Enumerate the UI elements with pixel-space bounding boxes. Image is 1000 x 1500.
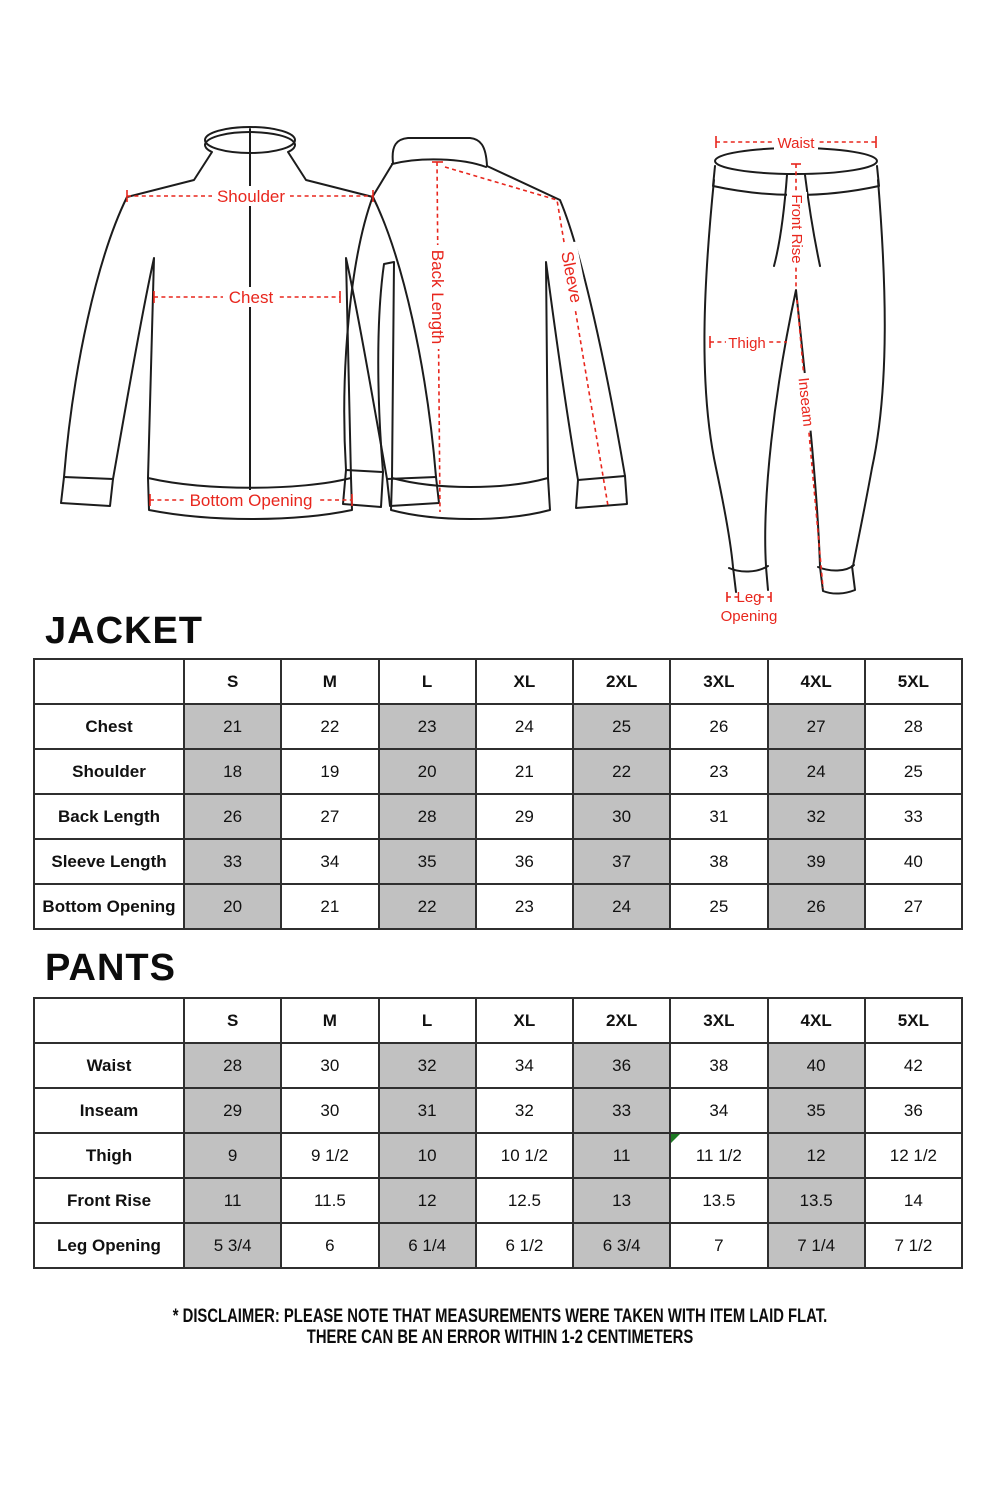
measurement-cell: 32 [476, 1088, 573, 1133]
shoulder-measure [127, 186, 373, 206]
disclaimer-line1: * DISCLAIMER: PLEASE NOTE THAT MEASUREMENTS WERE TAKEN WITH ITEM LAID FLAT. [172, 1306, 828, 1327]
measurement-cell: 27 [768, 704, 865, 749]
front-rise-measure [787, 164, 807, 290]
measurement-cell: 23 [670, 749, 767, 794]
bottom-opening-label: Bottom Opening [189, 491, 313, 510]
measurement-cell: 28 [184, 1043, 281, 1088]
disclaimer [110, 1306, 890, 1348]
measurement-cell: 11 [573, 1133, 670, 1178]
inseam-measure [793, 300, 823, 588]
jacket-size-table [33, 658, 963, 930]
measurement-row [34, 1088, 962, 1133]
size-column-header: XL [476, 998, 573, 1043]
size-column-header: 4XL [768, 998, 865, 1043]
size-column-header: 2XL [573, 659, 670, 704]
size-column-header: 3XL [670, 998, 767, 1043]
measurement-cell: 23 [476, 884, 573, 929]
inseam-label: Inseam [794, 376, 817, 428]
measurement-cell: 19 [281, 749, 378, 794]
measurement-cell: 10 1/2 [476, 1133, 573, 1178]
measurement-cell: 13.5 [768, 1178, 865, 1223]
measurement-cell: 40 [865, 839, 962, 884]
measurement-cell: 7 [670, 1223, 767, 1268]
measurement-cell: 9 [184, 1133, 281, 1178]
jacket-back-hem-seam [392, 478, 548, 487]
measurement-row [34, 1043, 962, 1088]
measurement-row [34, 1133, 962, 1178]
measurement-cell: 22 [281, 704, 378, 749]
measurement-row [34, 1178, 962, 1223]
measurement-cell: 36 [573, 1043, 670, 1088]
measurement-cell: 24 [573, 884, 670, 929]
measurement-cell: 13 [573, 1178, 670, 1223]
chest-measure [154, 287, 340, 307]
measurement-cell: 39 [768, 839, 865, 884]
row-label: Sleeve Length [34, 839, 184, 884]
measurement-row [34, 1223, 962, 1268]
measurement-cell: 30 [281, 1043, 378, 1088]
measurement-cell: 34 [281, 839, 378, 884]
corner-cell [34, 998, 184, 1043]
size-column-header: 2XL [573, 998, 670, 1043]
size-diagram [0, 0, 1000, 645]
measurement-cell: 42 [865, 1043, 962, 1088]
measurement-cell: 30 [573, 794, 670, 839]
measurement-cell: 25 [865, 749, 962, 794]
measurement-cell: 32 [379, 1043, 476, 1088]
size-column-header: 5XL [865, 659, 962, 704]
waist-measure [716, 133, 876, 152]
size-column-header: 3XL [670, 659, 767, 704]
measurement-cell: 31 [379, 1088, 476, 1133]
size-column-header: 4XL [768, 659, 865, 704]
measurement-cell: 11 [184, 1178, 281, 1223]
measurement-cell: 33 [865, 794, 962, 839]
row-label: Thigh [34, 1133, 184, 1178]
measurement-cell: 38 [670, 839, 767, 884]
measurement-cell: 30 [281, 1088, 378, 1133]
measurement-cell: 9 1/2 [281, 1133, 378, 1178]
measurement-row [34, 884, 962, 929]
thigh-measure [710, 333, 787, 352]
measurement-cell: 20 [184, 884, 281, 929]
leg-opening-label-line1: Leg [736, 589, 762, 606]
bottom-opening-measure [150, 490, 352, 510]
measurement-cell: 29 [476, 794, 573, 839]
chest-label: Chest [228, 288, 274, 307]
row-label: Chest [34, 704, 184, 749]
measurement-cell: 34 [670, 1088, 767, 1133]
measurement-cell: 35 [768, 1088, 865, 1133]
measurement-cell: 14 [865, 1178, 962, 1223]
jacket-back-drawing [343, 138, 627, 519]
sleeve-label: Sleeve [557, 249, 586, 305]
row-label: Inseam [34, 1088, 184, 1133]
measurement-cell: 5 3/4 [184, 1223, 281, 1268]
front-rise-label: Front Rise [788, 194, 805, 264]
measurement-cell: 7 1/2 [865, 1223, 962, 1268]
measurement-cell: 26 [768, 884, 865, 929]
corner-cell [34, 659, 184, 704]
measurement-cell: 12 [379, 1178, 476, 1223]
measurement-cell: 21 [184, 704, 281, 749]
cell-corner-marker [671, 1134, 680, 1143]
measurement-cell: 11.5 [281, 1178, 378, 1223]
measurement-cell: 12 1/2 [865, 1133, 962, 1178]
measurement-cell: 36 [476, 839, 573, 884]
measurement-cell: 27 [865, 884, 962, 929]
sleeve-measure [445, 167, 608, 506]
pants-size-table [33, 997, 963, 1269]
measurement-cell: 6 [281, 1223, 378, 1268]
size-column-header: M [281, 998, 378, 1043]
measurement-cell: 22 [379, 884, 476, 929]
row-label: Back Length [34, 794, 184, 839]
measurement-cell: 24 [768, 749, 865, 794]
measurement-cell: 21 [281, 884, 378, 929]
back-length-measure [427, 162, 449, 512]
back-length-label: Back Length [428, 249, 447, 345]
pants-section-title: PANTS [45, 947, 176, 989]
measurement-cell: 11 1/2 [670, 1133, 767, 1178]
measurement-cell: 20 [379, 749, 476, 794]
size-column-header: M [281, 659, 378, 704]
measurement-cell: 29 [184, 1088, 281, 1133]
measurement-cell: 22 [573, 749, 670, 794]
size-column-header: 5XL [865, 998, 962, 1043]
measurement-cell: 6 1/2 [476, 1223, 573, 1268]
leg-opening-label-line2: Opening [720, 608, 778, 625]
measurement-cell: 7 1/4 [768, 1223, 865, 1268]
measurement-cell: 36 [865, 1088, 962, 1133]
measurement-cell: 18 [184, 749, 281, 794]
measurement-cell: 35 [379, 839, 476, 884]
row-label: Bottom Opening [34, 884, 184, 929]
size-column-header: S [184, 659, 281, 704]
waist-label: Waist [777, 135, 815, 152]
measurement-cell: 28 [379, 794, 476, 839]
measurement-cell: 24 [476, 704, 573, 749]
measurement-row [34, 794, 962, 839]
measurement-cell: 26 [670, 704, 767, 749]
measurement-cell: 25 [670, 884, 767, 929]
measurement-cell: 13.5 [670, 1178, 767, 1223]
measurement-row [34, 749, 962, 794]
row-label: Shoulder [34, 749, 184, 794]
measurement-cell: 10 [379, 1133, 476, 1178]
measurement-cell: 37 [573, 839, 670, 884]
measurement-cell: 25 [573, 704, 670, 749]
shoulder-label: Shoulder [216, 187, 286, 206]
measurement-cell: 21 [476, 749, 573, 794]
row-label: Front Rise [34, 1178, 184, 1223]
measurement-cell: 40 [768, 1043, 865, 1088]
measurement-cell: 12.5 [476, 1178, 573, 1223]
measurement-row [34, 704, 962, 749]
measurement-row [34, 839, 962, 884]
measurement-cell: 26 [184, 794, 281, 839]
jacket-back-neck-seam [392, 159, 486, 167]
row-label: Waist [34, 1043, 184, 1088]
size-column-header: XL [476, 659, 573, 704]
row-label: Leg Opening [34, 1223, 184, 1268]
measurement-cell: 6 3/4 [573, 1223, 670, 1268]
measurement-cell: 31 [670, 794, 767, 839]
measurement-cell: 27 [281, 794, 378, 839]
measurement-cell: 6 1/4 [379, 1223, 476, 1268]
pants-cuff-right [818, 565, 855, 594]
measurement-cell: 28 [865, 704, 962, 749]
leg-opening-measure [721, 589, 778, 625]
measurement-cell: 23 [379, 704, 476, 749]
size-header-row [34, 998, 962, 1043]
size-header-row [34, 659, 962, 704]
disclaimer-line2: THERE CAN BE AN ERROR WITHIN 1-2 CENTIMETERS [306, 1327, 694, 1348]
measurement-cell: 12 [768, 1133, 865, 1178]
jacket-section-title: JACKET [45, 610, 204, 652]
size-column-header: S [184, 998, 281, 1043]
measurement-cell: 34 [476, 1043, 573, 1088]
measurement-cell: 33 [184, 839, 281, 884]
size-column-header: L [379, 659, 476, 704]
thigh-label: Thigh [728, 335, 766, 352]
size-column-header: L [379, 998, 476, 1043]
measurement-cell: 32 [768, 794, 865, 839]
jacket-back-outline [343, 138, 627, 519]
measurement-cell: 33 [573, 1088, 670, 1133]
measurement-cell: 38 [670, 1043, 767, 1088]
